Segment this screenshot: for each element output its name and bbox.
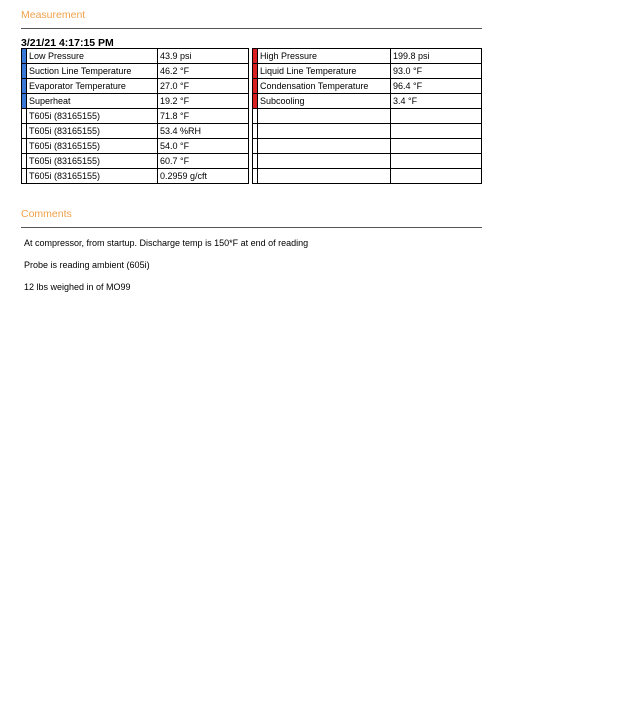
left-parameter-value: 43.9 psi [158,49,249,64]
left-parameter-value: 19.2 °F [158,94,249,109]
left-parameter-name: T605i (83165155) [27,154,158,169]
measurement-row [22,139,482,154]
right-parameter-name: High Pressure [258,49,391,64]
left-parameter-value: 0.2959 g/cft [158,169,249,184]
left-parameter-value: 27.0 °F [158,79,249,94]
left-parameter-name: Suction Line Temperature [27,64,158,79]
measurement-row [22,169,482,184]
right-parameter-name: Subcooling [258,94,391,109]
right-parameter-value [391,109,482,124]
right-parameter-name [258,169,391,184]
measurement-row [22,154,482,169]
measurement-timestamp: 3/21/21 4:17:15 PM [21,37,114,49]
right-parameter-value [391,139,482,154]
right-parameter-name [258,154,391,169]
comment-line-2: Probe is reading ambient (605i) [24,260,150,270]
left-parameter-value: 54.0 °F [158,139,249,154]
measurement-divider [21,28,482,29]
right-parameter-name [258,124,391,139]
right-parameter-value: 96.4 °F [391,79,482,94]
left-parameter-name: T605i (83165155) [27,169,158,184]
comments-section-title: Comments [21,208,72,220]
left-parameter-name: T605i (83165155) [27,124,158,139]
left-parameter-name: Low Pressure [27,49,158,64]
right-parameter-value: 199.8 psi [391,49,482,64]
left-parameter-name: Superheat [27,94,158,109]
left-parameter-name: T605i (83165155) [27,139,158,154]
measurement-table [21,48,482,184]
measurement-section-title: Measurement [21,9,86,21]
measurement-row [22,79,482,94]
comment-line-3: 12 lbs weighed in of MO99 [24,282,131,292]
measurement-row [22,64,482,79]
right-parameter-name [258,139,391,154]
comments-divider [21,227,482,228]
right-parameter-value [391,154,482,169]
right-parameter-name [258,109,391,124]
left-parameter-name: Evaporator Temperature [27,79,158,94]
measurement-row [22,109,482,124]
right-parameter-name: Condensation Temperature [258,79,391,94]
right-parameter-name: Liquid Line Temperature [258,64,391,79]
measurement-row [22,124,482,139]
left-parameter-value: 46.2 °F [158,64,249,79]
right-parameter-value [391,124,482,139]
left-parameter-value: 60.7 °F [158,154,249,169]
right-parameter-value: 93.0 °F [391,64,482,79]
comment-line-1: At compressor, from startup. Discharge temp is 150*F at end of reading [24,238,309,248]
measurement-row [22,94,482,109]
right-parameter-value: 3.4 °F [391,94,482,109]
left-parameter-value: 53.4 %RH [158,124,249,139]
right-parameter-value [391,169,482,184]
left-parameter-name: T605i (83165155) [27,109,158,124]
measurement-row [22,49,482,64]
left-parameter-value: 71.8 °F [158,109,249,124]
